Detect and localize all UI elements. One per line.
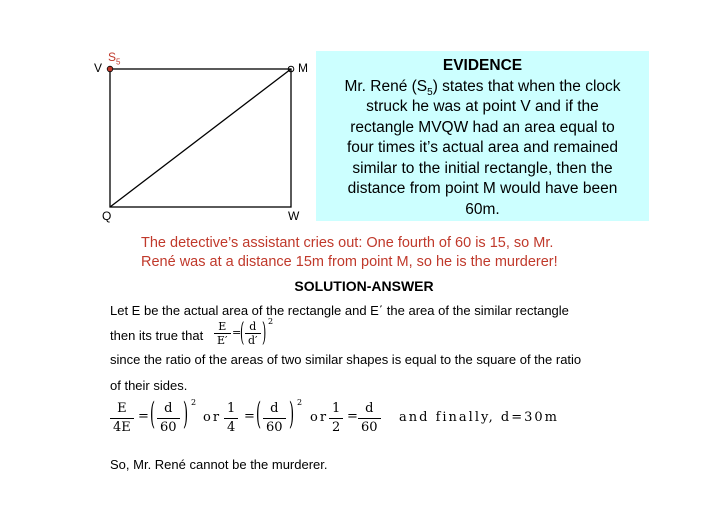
- right-paren: ): [289, 397, 295, 434]
- fraction-numerator: d: [358, 400, 381, 419]
- solution-paragraph-4: of their sides.: [110, 378, 188, 393]
- fraction-numerator: 1: [329, 400, 343, 419]
- fraction-numerator: E: [214, 320, 231, 334]
- label-v: V: [94, 61, 103, 75]
- solution-paragraph-1: Let E be the actual area of the rectangle and E΄ the area of the similar rectangle: [110, 303, 569, 318]
- fraction-numerator: d: [245, 320, 261, 334]
- fraction-d-over-60: [157, 400, 180, 437]
- fraction-denominator: 2: [332, 420, 341, 435]
- or-word: or: [310, 410, 329, 425]
- fraction-denominator: E′: [217, 334, 228, 347]
- evidence-title: EVIDENCE: [442, 57, 523, 74]
- evidence-line-1: Mr. René $(S_5)$ states that when the clock: [344, 77, 621, 98]
- label-m: M: [298, 61, 308, 75]
- fraction-numerator: 1: [224, 400, 238, 419]
- fraction-1-over-2: [329, 400, 343, 437]
- exponent: 2: [297, 398, 303, 407]
- evidence-line-4: four times it’s actual area and remained: [346, 139, 619, 156]
- fraction-e-over-eprime: [214, 320, 231, 347]
- final-result: and finally, d=30m: [399, 410, 559, 425]
- fraction-denominator: 60: [266, 420, 283, 435]
- diagonal-line: [110, 69, 291, 207]
- left-paren: (: [150, 397, 156, 434]
- equals-sign: =: [244, 409, 255, 424]
- evidence-line-6: distance from point M would have been: [347, 180, 618, 197]
- exponent: 2: [268, 317, 274, 326]
- solution-paragraph-3: since the ratio of the areas of two similar shapes is equal to the square of the ratio: [110, 352, 582, 367]
- fraction-denominator: 60: [160, 420, 177, 435]
- evidence-line-7: 60m.: [465, 200, 500, 218]
- solution-title: SOLUTION-ANSWER: [294, 278, 434, 294]
- right-paren: ): [183, 397, 189, 434]
- fraction-denominator: 4E: [113, 420, 131, 435]
- label-q: Q: [102, 209, 112, 223]
- left-paren: (: [256, 397, 262, 434]
- label-w: W: [288, 209, 300, 223]
- assistant-line-1: The detective’s assistant cries out: One fourth of 60 is 15, so Mr.: [141, 235, 554, 251]
- evidence-box: [316, 51, 649, 221]
- fraction-d-over-60: [263, 400, 286, 437]
- solution-conclusion: So, Mr. René cannot be the murderer.: [110, 457, 328, 472]
- solution-paragraph-2: then its true that: [110, 328, 204, 343]
- fraction-1-over-4: [224, 400, 238, 437]
- exponent: 2: [191, 398, 197, 407]
- fraction-d-over-dprime: [245, 320, 261, 347]
- fraction-denominator: d′: [248, 334, 258, 347]
- fraction-e-over-4e: [110, 400, 134, 437]
- right-paren: ): [262, 316, 267, 349]
- label-s5: $S_5$: [108, 50, 121, 67]
- equals-sign: =: [138, 409, 149, 424]
- fraction-denominator: 60: [361, 420, 378, 435]
- fraction-numerator: d: [157, 400, 180, 419]
- rectangle-mvqw: [0, 0, 320, 230]
- equals-sign: =: [232, 326, 242, 339]
- or-word: or: [203, 410, 222, 425]
- equals-sign: =: [347, 409, 358, 424]
- evidence-line-5: similar to the initial rectangle, then the: [352, 159, 613, 177]
- fraction-numerator: d: [263, 400, 286, 419]
- fraction-denominator: 4: [227, 420, 236, 435]
- left-paren: (: [240, 316, 245, 349]
- assistant-quote: [141, 234, 641, 272]
- assistant-line-2: René was at a distance 15m from point M, so he is the murderer!: [141, 254, 558, 270]
- evidence-line-3: rectangle MVQW had an area equal to: [350, 118, 615, 136]
- evidence-line-2: struck he was at point V and if the: [366, 98, 599, 115]
- fraction-numerator: E: [110, 400, 134, 419]
- fraction-d-over-60: [358, 400, 381, 437]
